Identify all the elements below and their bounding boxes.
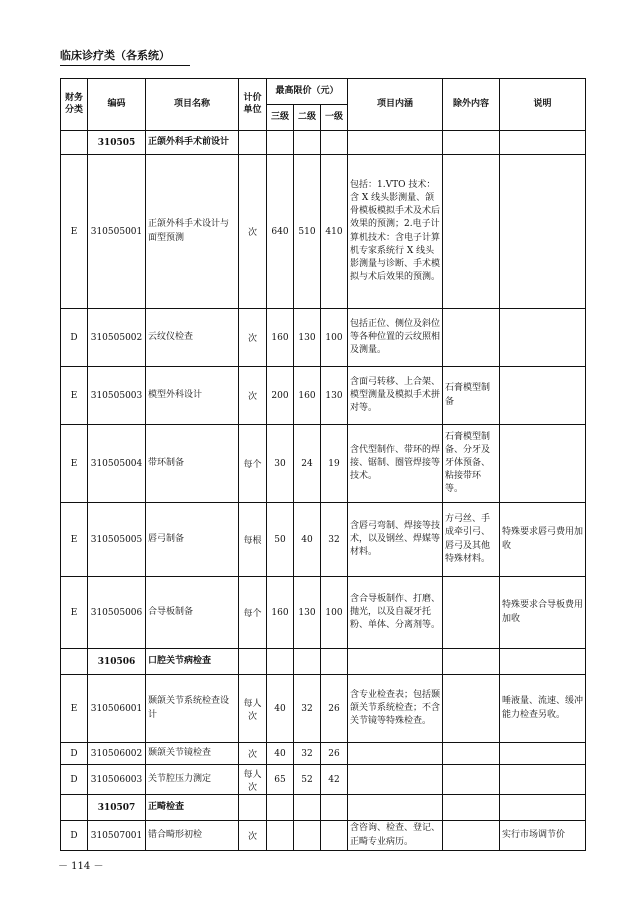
cell-price-level2: 52: [294, 765, 321, 795]
cell-name: 唇弓制备: [146, 503, 239, 577]
cell-category: E: [61, 675, 88, 743]
cell-content: [348, 649, 443, 675]
table-row: [61, 577, 586, 649]
cell-notes: [500, 765, 586, 795]
cell-category: E: [61, 425, 88, 503]
cell-category: [61, 131, 88, 155]
cell-level3: [267, 795, 294, 821]
cell-notes: [500, 795, 586, 821]
cell-price-level2: 24: [294, 425, 321, 503]
cell-level2: [294, 649, 321, 675]
cell-unit: 每人次: [239, 675, 267, 743]
cell-code: 310505002: [88, 309, 146, 367]
price-table: [60, 78, 586, 851]
cell-name: 云纹仪检查: [146, 309, 239, 367]
header-max-price: 最高限价（元）: [267, 79, 348, 105]
section-name: 正畸检查: [146, 795, 239, 821]
cell-price-level1: [321, 821, 348, 851]
cell-price-level1: 42: [321, 765, 348, 795]
cell-content: 含唇弓弯制、焊接等技术，以及钢丝、焊媒等材料。: [348, 503, 443, 577]
cell-content: 含合导板制作、打磨、抛光，以及自凝牙托粉、单体、分离剂等。: [348, 577, 443, 649]
cell-code: 310506001: [88, 675, 146, 743]
cell-name: 关节腔压力测定: [146, 765, 239, 795]
cell-category: E: [61, 577, 88, 649]
cell-notes: [500, 155, 586, 309]
cell-name: 合导板制备: [146, 577, 239, 649]
cell-name: 带环制备: [146, 425, 239, 503]
cell-excluded: [443, 309, 500, 367]
cell-notes: 特殊要求合导板费用加收: [500, 577, 586, 649]
cell-unit: 每个: [239, 425, 267, 503]
cell-code: 310506002: [88, 743, 146, 765]
cell-notes: [500, 367, 586, 425]
cell-notes: [500, 309, 586, 367]
cell-price-level1: 32: [321, 503, 348, 577]
cell-notes: 唾液量、流速、缓冲能力检查另收。: [500, 675, 586, 743]
cell-price-level1: 130: [321, 367, 348, 425]
table-row: [61, 765, 586, 795]
cell-content: [348, 765, 443, 795]
cell-code: 310505005: [88, 503, 146, 577]
header-level2: 二级: [294, 105, 321, 131]
cell-price-level3: 30: [267, 425, 294, 503]
cell-content: [348, 131, 443, 155]
cell-excluded: [443, 577, 500, 649]
cell-level1: [321, 795, 348, 821]
header-level3: 三级: [267, 105, 294, 131]
cell-category: D: [61, 765, 88, 795]
cell-price-level3: 40: [267, 743, 294, 765]
cell-category: [61, 649, 88, 675]
cell-excluded: [443, 765, 500, 795]
cell-unit: 每根: [239, 503, 267, 577]
cell-price-level2: [294, 821, 321, 851]
cell-excluded: [443, 675, 500, 743]
cell-excluded: 石膏模型制备: [443, 367, 500, 425]
header-unit: 计价单位: [239, 79, 267, 131]
cell-unit: [239, 649, 267, 675]
cell-price-level1: 100: [321, 309, 348, 367]
cell-level2: [294, 131, 321, 155]
cell-level1: [321, 131, 348, 155]
cell-unit: 次: [239, 367, 267, 425]
cell-name: 模型外科设计: [146, 367, 239, 425]
cell-name: 错合畸形初检: [146, 821, 239, 851]
cell-level1: [321, 649, 348, 675]
cell-price-level3: 160: [267, 577, 294, 649]
header-name: 项目名称: [146, 79, 239, 131]
section-name: 正颌外科手术前设计: [146, 131, 239, 155]
cell-price-level1: 26: [321, 675, 348, 743]
cell-content: 含面弓转移、上合架、模型测量及模拟手术拼对等。: [348, 367, 443, 425]
section-row: [61, 795, 586, 821]
table-row: [61, 821, 586, 851]
cell-unit: 每人次: [239, 765, 267, 795]
cell-notes: 实行市场调节价: [500, 821, 586, 851]
cell-name: 正颌外科手术设计与面型预测: [146, 155, 239, 309]
cell-code: 310505003: [88, 367, 146, 425]
section-row: [61, 649, 586, 675]
table-body: [61, 131, 586, 851]
cell-name: 颞颌关节镜检查: [146, 743, 239, 765]
cell-notes: [500, 649, 586, 675]
table-row: [61, 675, 586, 743]
cell-price-level2: 160: [294, 367, 321, 425]
cell-price-level2: 510: [294, 155, 321, 309]
cell-code: 310505001: [88, 155, 146, 309]
cell-unit: [239, 795, 267, 821]
cell-excluded: [443, 821, 500, 851]
header-excluded: 除外内容: [443, 79, 500, 131]
cell-price-level3: 65: [267, 765, 294, 795]
section-code: 310506: [88, 649, 146, 675]
cell-price-level3: 160: [267, 309, 294, 367]
header-category: 财务分类: [61, 79, 88, 131]
cell-code: 310506003: [88, 765, 146, 795]
cell-content: 含咨询、检查、登记、正畸专业病历。: [348, 821, 443, 851]
cell-price-level3: 40: [267, 675, 294, 743]
cell-price-level1: 26: [321, 743, 348, 765]
cell-price-level2: 32: [294, 675, 321, 743]
cell-unit: 次: [239, 155, 267, 309]
cell-excluded: [443, 131, 500, 155]
header-code: 编码: [88, 79, 146, 131]
cell-unit: 次: [239, 309, 267, 367]
cell-excluded: 石膏模型制备、分牙及牙体预备、粘接带环等。: [443, 425, 500, 503]
cell-content: 包括：1.VTO 技术：含 X 线头影测量、颌骨模板模拟手术及术后效果的预测；2.电子计算机技术：含电子计算机专家系统行 X 线头影测量与诊断、手术模拟与术后效果的预测。: [348, 155, 443, 309]
section-code: 310505: [88, 131, 146, 155]
cell-unit: 次: [239, 743, 267, 765]
page-header-title: 临床诊疗类（各系统）: [60, 47, 190, 66]
cell-excluded: [443, 743, 500, 765]
header-content: 项目内涵: [348, 79, 443, 131]
section-name: 口腔关节病检查: [146, 649, 239, 675]
cell-excluded: [443, 649, 500, 675]
cell-price-level2: 40: [294, 503, 321, 577]
cell-category: D: [61, 821, 88, 851]
cell-unit: 次: [239, 821, 267, 851]
cell-price-level1: 410: [321, 155, 348, 309]
cell-level3: [267, 131, 294, 155]
cell-price-level3: 640: [267, 155, 294, 309]
table-row: [61, 155, 586, 309]
table-row: [61, 425, 586, 503]
cell-name: 颞颌关节系统检查设计: [146, 675, 239, 743]
cell-category: E: [61, 155, 88, 309]
cell-code: 310507001: [88, 821, 146, 851]
table-row: [61, 743, 586, 765]
cell-notes: [500, 131, 586, 155]
cell-unit: 每个: [239, 577, 267, 649]
cell-category: [61, 795, 88, 821]
table-row: [61, 503, 586, 577]
cell-code: 310505006: [88, 577, 146, 649]
table-row: [61, 367, 586, 425]
cell-price-level3: 200: [267, 367, 294, 425]
cell-excluded: [443, 155, 500, 309]
header-notes: 说明: [500, 79, 586, 131]
cell-price-level2: 32: [294, 743, 321, 765]
cell-excluded: [443, 795, 500, 821]
cell-notes: [500, 425, 586, 503]
section-code: 310507: [88, 795, 146, 821]
cell-content: [348, 795, 443, 821]
cell-content: 含专业检查表；包括颞颌关节系统检查；不含关节镜等特殊检查。: [348, 675, 443, 743]
cell-content: 包括正位、侧位及斜位等各种位置的云纹照相及测量。: [348, 309, 443, 367]
cell-price-level1: 19: [321, 425, 348, 503]
cell-notes: [500, 743, 586, 765]
cell-price-level2: 130: [294, 577, 321, 649]
cell-category: E: [61, 503, 88, 577]
cell-level2: [294, 795, 321, 821]
cell-category: E: [61, 367, 88, 425]
cell-content: [348, 743, 443, 765]
cell-level3: [267, 649, 294, 675]
page-number: － 114 －: [58, 861, 104, 872]
table-row: [61, 309, 586, 367]
cell-excluded: 方弓丝、手成牵引弓、唇弓及其他特殊材料。: [443, 503, 500, 577]
section-row: [61, 131, 586, 155]
cell-unit: [239, 131, 267, 155]
cell-price-level3: [267, 821, 294, 851]
cell-category: D: [61, 309, 88, 367]
cell-code: 310505004: [88, 425, 146, 503]
cell-price-level3: 50: [267, 503, 294, 577]
cell-content: 含代型制作、带环的焊接、锯制、圈管焊接等技术。: [348, 425, 443, 503]
cell-price-level1: 100: [321, 577, 348, 649]
cell-category: D: [61, 743, 88, 765]
cell-price-level2: 130: [294, 309, 321, 367]
cell-notes: 特殊要求唇弓费用加收: [500, 503, 586, 577]
header-level1: 一级: [321, 105, 348, 131]
